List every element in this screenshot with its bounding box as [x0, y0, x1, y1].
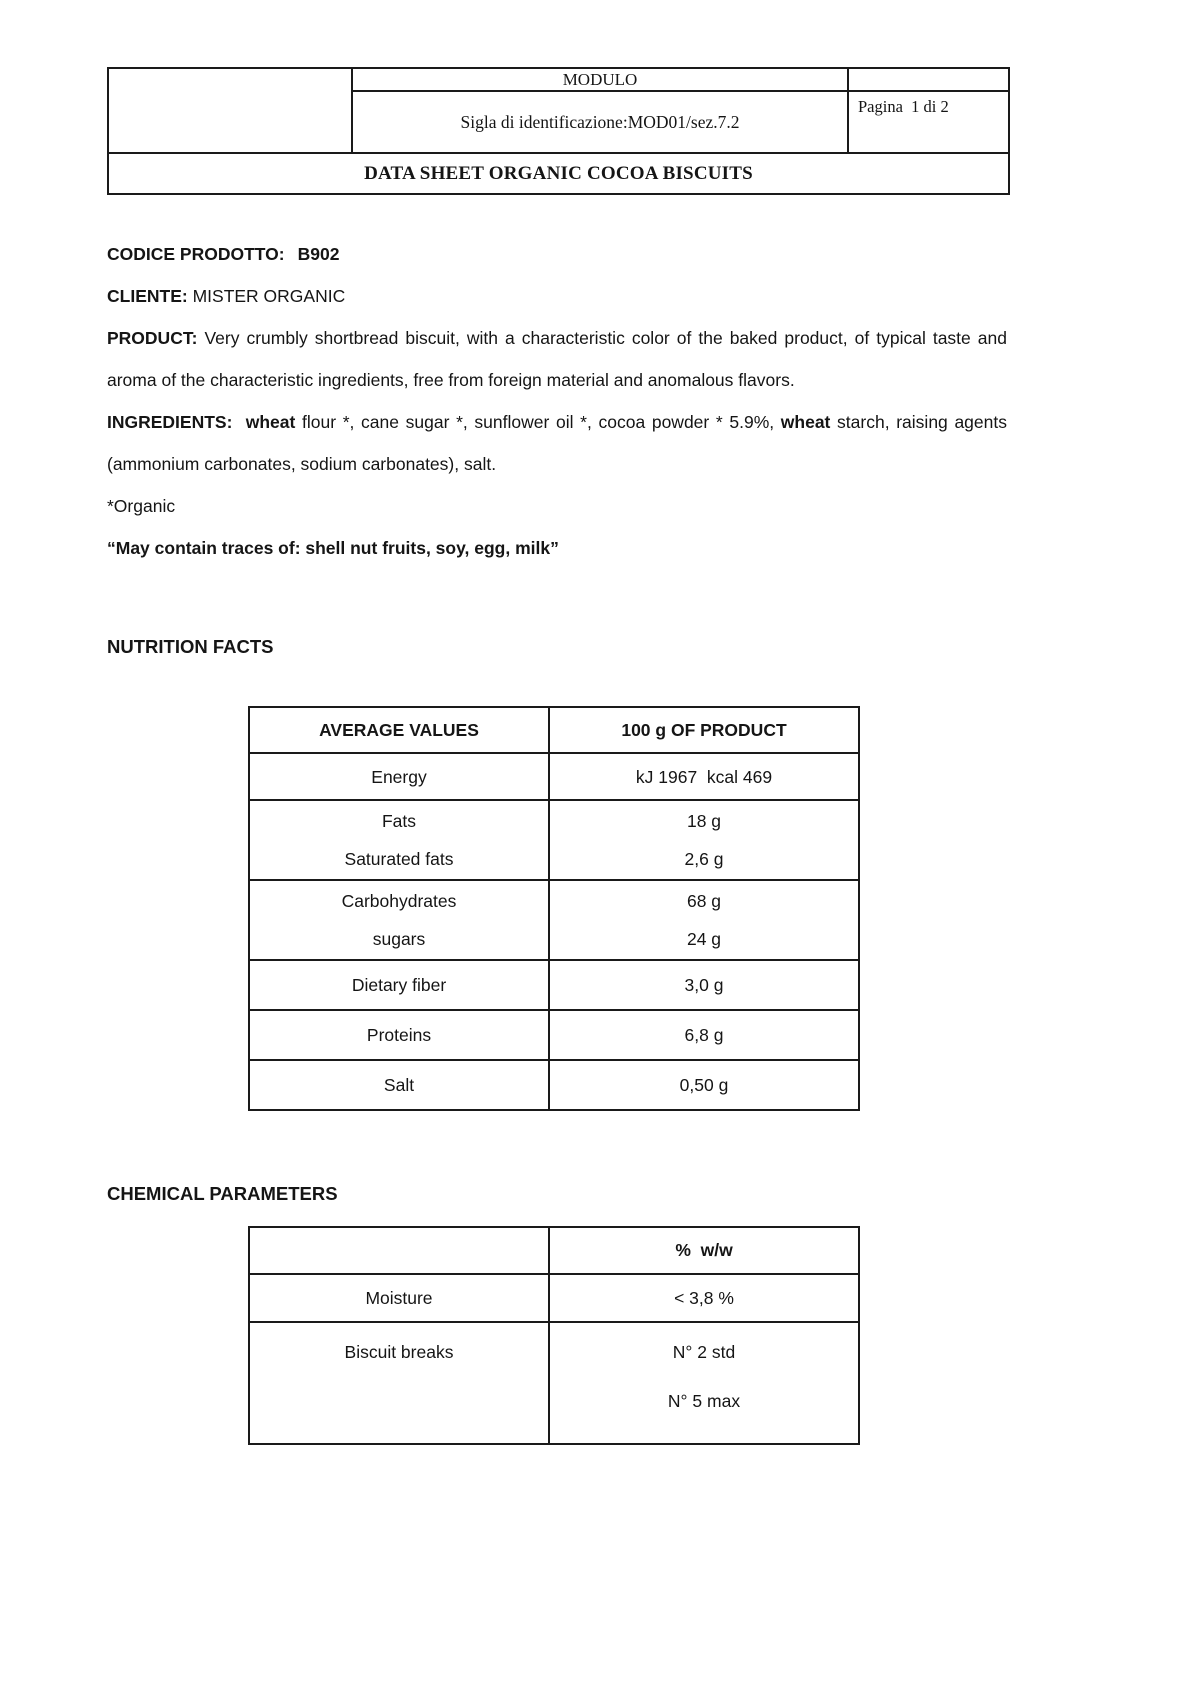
field-codice-prodotto — [107, 233, 1007, 275]
table-row-energy — [249, 753, 859, 800]
column-header-ww: % w/w — [549, 1227, 859, 1274]
nutrient-name: Saturated fats — [344, 849, 454, 869]
column-header-100g: 100 g OF PRODUCT — [549, 707, 859, 753]
nutrient-name: Dietary fiber — [351, 975, 447, 995]
nutrient-value: 68 g — [686, 891, 722, 911]
nutrient-value: 18 g — [686, 811, 722, 831]
nutrient-name: Fats — [381, 811, 417, 831]
parameter-value: N° 2 std — [672, 1342, 736, 1362]
header-table — [107, 67, 1010, 195]
table-row-biscuit-breaks — [249, 1322, 859, 1444]
field-cliente — [107, 275, 1007, 317]
table-row-proteins — [249, 1010, 859, 1060]
codice-label: CODICE PRODOTTO: — [107, 244, 285, 264]
nutrient-value: 24 g — [686, 929, 722, 949]
parameter-value: < 3,8 % — [674, 1288, 734, 1308]
nutrition-heading: NUTRITION FACTS — [107, 636, 274, 657]
parameter-value: N° 5 max — [667, 1391, 741, 1411]
nutrient-value: 6,8 g — [684, 1025, 724, 1045]
table-row-moisture — [249, 1274, 859, 1322]
product-paragraph — [107, 317, 1007, 401]
cliente-label: CLIENTE: — [107, 286, 188, 306]
sigla-text: Sigla di identificazione:MOD01/sez.7.2 — [352, 91, 848, 153]
modulo-label: MODULO — [352, 68, 848, 91]
table-row-carbohydrates — [249, 880, 859, 960]
nutrition-header-row — [249, 707, 859, 753]
nutrient-name: sugars — [372, 929, 426, 949]
chemical-header-row — [249, 1227, 859, 1274]
nutrient-name: Salt — [383, 1075, 415, 1095]
table-row-fiber — [249, 960, 859, 1010]
ingredients-paragraph — [107, 401, 1007, 485]
ingredients-segment: starch, raising agents (ammonium carbonates, sodium carbonates), salt. — [107, 412, 1007, 474]
codice-value: B902 — [297, 244, 340, 264]
product-label: PRODUCT: — [107, 328, 198, 348]
organic-note: *Organic — [107, 496, 176, 516]
parameter-name: Moisture — [365, 1288, 433, 1308]
chemical-table — [248, 1226, 860, 1445]
nutrient-name: Proteins — [366, 1025, 432, 1045]
chemical-heading: CHEMICAL PARAMETERS — [107, 1183, 338, 1204]
document-title: DATA SHEET ORGANIC COCOA BISCUITS — [108, 153, 1009, 194]
cliente-value: MISTER ORGANIC — [192, 286, 346, 306]
nutrient-value: 2,6 g — [684, 849, 724, 869]
nutrient-value: 0,50 g — [679, 1075, 729, 1095]
nutrition-table — [248, 706, 860, 1111]
column-header-average-values: AVERAGE VALUES — [249, 707, 549, 753]
product-text: Very crumbly shortbread biscuit, with a characteristic color of the baked product, of typical taste and aroma of the characteristic ingredients, free from foreign material and anomalous flavors. — [107, 328, 1007, 390]
allergen-text: “May contain traces of: shell nut fruits, soy, egg, milk” — [107, 538, 559, 558]
allergen-note — [107, 527, 1007, 569]
table-row-fats — [249, 800, 859, 880]
ingredients-segment: INGREDIENTS: wheat — [107, 412, 296, 432]
parameter-name: Biscuit breaks — [344, 1342, 454, 1362]
ingredients-segment: flour *, cane sugar *, sunflower oil *, cocoa powder * 5.9%, — [295, 412, 781, 432]
ingredients-segment: wheat — [780, 412, 831, 432]
product-fields — [107, 233, 1007, 569]
chemical-header-empty-cell — [249, 1227, 549, 1274]
nutrient-value: kJ 1967 kcal 469 — [635, 766, 773, 787]
nutrient-name: Energy — [371, 766, 427, 787]
nutrient-name: Carbohydrates — [341, 891, 457, 911]
logo-cell — [108, 68, 352, 153]
table-row-salt — [249, 1060, 859, 1110]
page-number: Pagina 1 di 2 — [848, 91, 1009, 153]
header-empty-cell — [848, 68, 1009, 91]
nutrient-value: 3,0 g — [684, 975, 724, 995]
